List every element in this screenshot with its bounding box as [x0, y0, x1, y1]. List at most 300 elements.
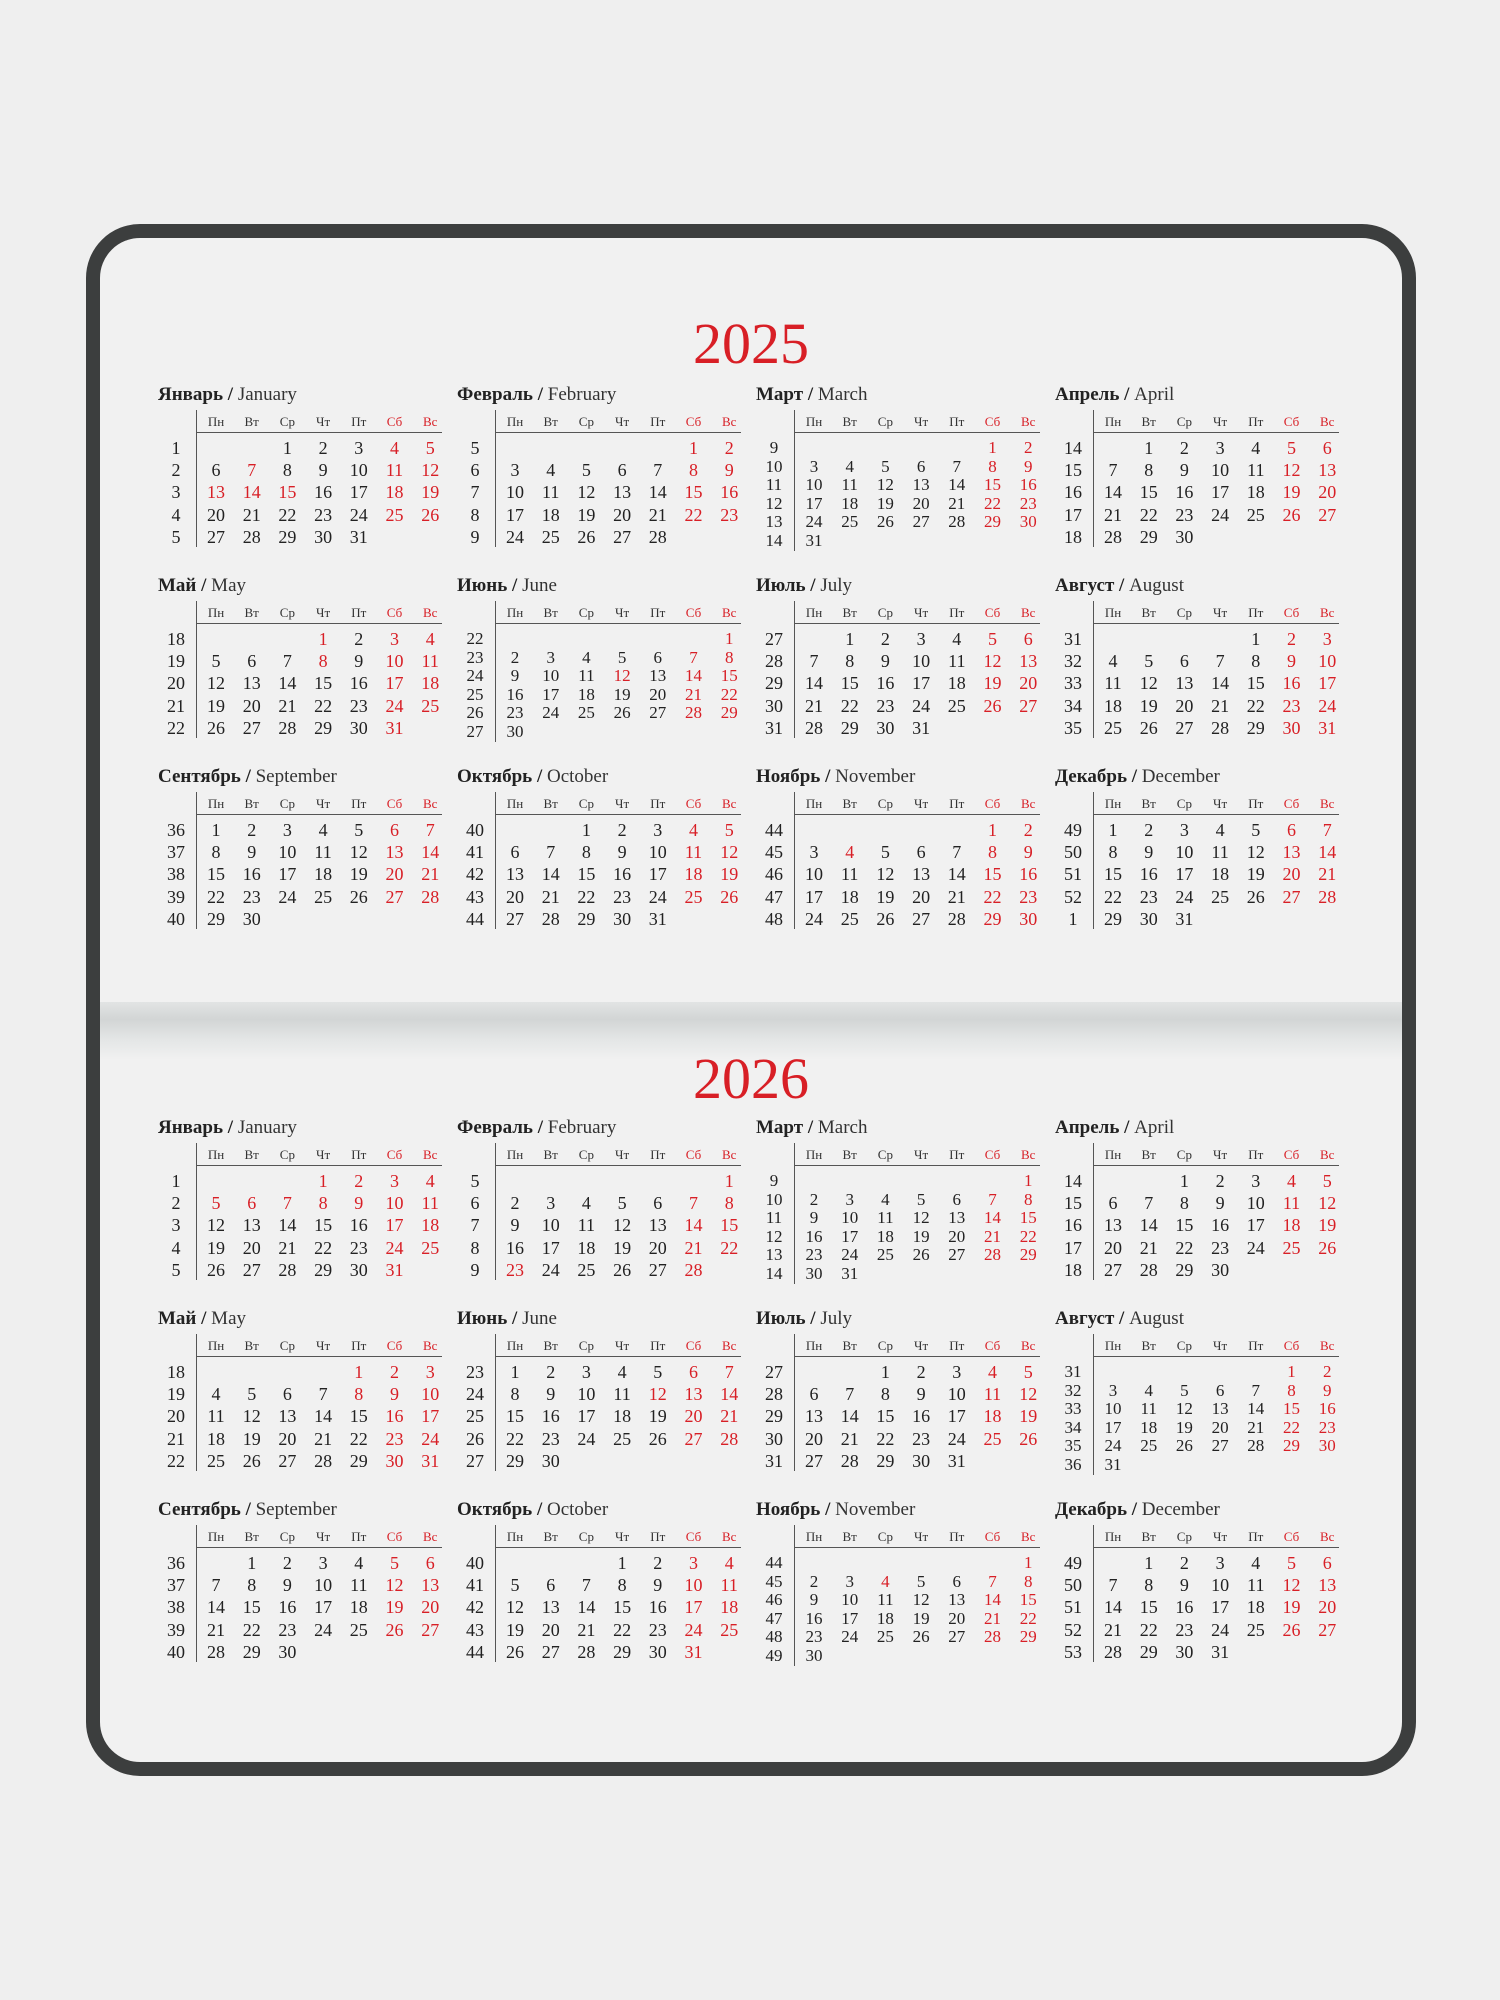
holiday-day: 6 — [1023, 629, 1033, 649]
calendar-day: 5 — [653, 1362, 663, 1382]
calendar-day: 27 — [1175, 717, 1194, 738]
holiday-day: 13 — [1318, 1575, 1337, 1596]
holiday-day: 4 — [845, 842, 855, 863]
holiday-day: 12 — [613, 666, 631, 685]
week-number: 44 — [765, 1553, 783, 1572]
weekday-rule — [196, 1547, 442, 1548]
week-number: 9 — [769, 1171, 779, 1190]
weekday-header: Чт — [316, 1147, 331, 1162]
week-number-rule — [495, 1334, 496, 1471]
calendar-day: 2 — [617, 820, 627, 840]
month-name-en: November — [835, 1499, 916, 1520]
calendar-day: 7 — [952, 456, 962, 476]
holiday-day: 11 — [720, 1575, 738, 1596]
month-title — [1055, 1308, 1184, 1330]
holiday-day: 2 — [354, 1171, 364, 1191]
week-number: 50 — [1064, 842, 1082, 863]
month-name-en: December — [1141, 1499, 1220, 1520]
weekday-header: Пн — [1104, 1147, 1122, 1162]
weekday-header: Пн — [506, 605, 524, 620]
calendar-day: 21 — [948, 493, 966, 513]
calendar-day: 10 — [542, 666, 560, 685]
weekday-header: Сб — [386, 605, 403, 620]
month-name-en: August — [1129, 1308, 1184, 1329]
holiday-day: 3 — [1322, 629, 1332, 649]
holiday-day: 2 — [390, 1362, 399, 1382]
weekday-header: Сб — [685, 1529, 702, 1544]
holiday-day: 26 — [720, 886, 739, 907]
week-number: 5 — [470, 438, 480, 458]
holiday-day: 19 — [1282, 1597, 1301, 1618]
weekday-header: Ср — [877, 605, 893, 620]
calendar-day: 22 — [1139, 504, 1158, 525]
calendar-day: 16 — [278, 1597, 297, 1618]
week-number: 36 — [167, 820, 185, 840]
month-name-en: February — [547, 384, 617, 405]
calendar-day: 17 — [1211, 482, 1230, 503]
calendar-day: 15 — [876, 1406, 895, 1427]
weekday-header: Ср — [877, 414, 893, 429]
weekday-header: Ср — [578, 1338, 594, 1353]
holiday-day: 5 — [1287, 1553, 1296, 1573]
calendar-day: 14 — [1139, 1215, 1158, 1236]
weekday-header: Пт — [1248, 796, 1264, 811]
calendar-day: 25 — [207, 1450, 225, 1471]
calendar-day: 9 — [510, 666, 520, 685]
month-name-ru: Апрель — [1055, 384, 1120, 405]
weekday-header: Сб — [984, 1147, 1001, 1162]
calendar-day: 20 — [1211, 1417, 1229, 1437]
month-name-en: July — [820, 1308, 853, 1329]
calendar-day: 24 — [541, 1259, 560, 1280]
calendar-day: 19 — [1175, 1417, 1193, 1437]
weekday-header: Пт — [949, 605, 965, 620]
calendar-day: 21 — [242, 504, 261, 525]
holiday-day: 19 — [421, 482, 440, 503]
calendar-day: 14 — [948, 475, 966, 494]
holiday-day: 2 — [724, 438, 734, 458]
month-name-separator: / — [805, 575, 821, 596]
weekday-header: Чт — [316, 414, 331, 429]
month-name-separator: / — [532, 766, 547, 787]
calendar-day: 30 — [242, 908, 261, 929]
week-number: 21 — [167, 695, 185, 716]
holiday-day: 1 — [724, 1171, 734, 1191]
holiday-day: 5 — [1322, 1171, 1332, 1191]
calendar-day: 2 — [354, 629, 364, 649]
weekday-header: Пн — [1104, 1338, 1122, 1353]
week-number: 20 — [167, 673, 185, 694]
weekday-rule — [1093, 1165, 1339, 1166]
week-number: 12 — [765, 1226, 783, 1246]
calendar-day: 8 — [1144, 1575, 1154, 1596]
weekday-header: Пт — [351, 414, 367, 429]
weekday-header: Сб — [386, 1338, 403, 1353]
holiday-day: 19 — [720, 864, 739, 885]
calendar-day: 27 — [506, 908, 524, 929]
calendar-day: 8 — [1179, 1193, 1189, 1214]
month-name-en: October — [546, 766, 609, 787]
calendar-day: 8 — [1144, 460, 1154, 481]
week-number: 35 — [1064, 717, 1082, 738]
calendar-day: 4 — [582, 647, 591, 667]
week-number: 4 — [171, 1237, 181, 1258]
calendar-day: 2 — [1179, 438, 1189, 458]
calendar-day: 8 — [1251, 651, 1261, 672]
calendar-day: 17 — [841, 1226, 859, 1246]
holiday-day: 25 — [385, 504, 404, 525]
week-number: 20 — [167, 1406, 185, 1427]
calendar-day: 11 — [577, 1215, 596, 1236]
calendar-day: 14 — [314, 1406, 333, 1427]
weekday-header: Чт — [914, 796, 929, 811]
weekday-rule — [495, 623, 741, 624]
calendar-day: 20 — [948, 1608, 966, 1628]
calendar-day: 12 — [506, 1597, 524, 1618]
month-name-en: April — [1134, 384, 1175, 405]
calendar-day: 25 — [947, 695, 966, 716]
week-number: 39 — [167, 886, 185, 907]
calendar-day: 25 — [1140, 1436, 1158, 1455]
holiday-day: 15 — [720, 1215, 739, 1236]
weekday-header: Вт — [1141, 605, 1156, 620]
calendar-day: 12 — [577, 482, 596, 503]
weekday-header: Ср — [1176, 414, 1192, 429]
month-name-en: August — [1129, 575, 1184, 596]
calendar-day: 19 — [506, 1619, 524, 1640]
weekday-header: Вт — [842, 1338, 857, 1353]
calendar-day: 2 — [809, 1189, 819, 1209]
calendar-day: 4 — [318, 820, 328, 840]
month-name-ru: Февраль — [457, 384, 533, 405]
page-year-2 — [100, 1012, 1402, 1776]
calendar-day: 24 — [648, 886, 667, 907]
holiday-day: 25 — [720, 1619, 739, 1640]
holiday-day: 28 — [1318, 886, 1337, 907]
calendar-day: 13 — [242, 1215, 261, 1236]
holiday-day: 11 — [385, 460, 404, 481]
calendar-day: 22 — [876, 1428, 895, 1449]
holiday-day: 30 — [1019, 512, 1037, 531]
week-number: 16 — [1064, 1215, 1082, 1236]
calendar-day: 23 — [912, 1428, 931, 1449]
week-number: 42 — [466, 864, 484, 885]
calendar-day: 22 — [840, 695, 859, 716]
calendar-day: 3 — [1215, 1553, 1225, 1573]
calendar-day: 6 — [653, 647, 663, 667]
holiday-day: 19 — [983, 673, 1002, 694]
calendar-day: 9 — [617, 842, 627, 863]
weekday-header: Пн — [805, 605, 823, 620]
calendar-day: 2 — [247, 820, 257, 840]
month-november — [756, 766, 1056, 946]
holiday-day: 20 — [1318, 482, 1337, 503]
calendar-day: 11 — [207, 1406, 225, 1427]
calendar-day: 9 — [510, 1215, 520, 1236]
calendar-day: 22 — [314, 695, 333, 716]
weekday-rule — [196, 623, 442, 624]
calendar-day: 27 — [242, 1259, 261, 1280]
weekday-rule — [495, 1356, 741, 1357]
week-number: 24 — [466, 666, 484, 685]
week-number: 9 — [470, 1259, 480, 1280]
weekday-header: Чт — [1213, 1529, 1228, 1544]
weekday-header: Ср — [279, 1529, 295, 1544]
calendar-day: 8 — [845, 651, 855, 672]
calendar-day: 23 — [349, 695, 368, 716]
week-number: 3 — [171, 1215, 181, 1236]
calendar-day: 26 — [876, 512, 894, 531]
calendar-day: 8 — [247, 1575, 257, 1596]
holiday-day: 8 — [988, 456, 997, 476]
weekday-header: Сб — [1283, 1338, 1300, 1353]
calendar-day: 19 — [613, 1237, 632, 1258]
calendar-day: 5 — [617, 647, 627, 667]
weekday-header: Сб — [984, 1529, 1001, 1544]
calendar-day: 3 — [581, 1362, 591, 1382]
holiday-day: 21 — [421, 864, 440, 885]
weekday-header: Чт — [914, 1338, 929, 1353]
weekday-header: Вт — [244, 1147, 259, 1162]
weekday-header: Ср — [279, 605, 295, 620]
calendar-day: 10 — [1211, 460, 1230, 481]
holiday-day: 7 — [689, 647, 698, 667]
holiday-day: 12 — [1282, 1575, 1301, 1596]
holiday-day: 14 — [242, 482, 261, 503]
calendar-day: 25 — [314, 886, 333, 907]
calendar-day: 15 — [349, 1406, 368, 1427]
month-august — [1055, 575, 1355, 755]
calendar-day: 20 — [649, 684, 667, 704]
calendar-day: 6 — [952, 1571, 962, 1591]
week-number-rule — [1093, 1143, 1094, 1280]
week-number: 22 — [167, 717, 185, 738]
calendar-day: 20 — [912, 493, 930, 513]
week-number: 14 — [765, 1263, 783, 1283]
weekday-header: Пт — [650, 1338, 666, 1353]
week-number: 52 — [1064, 886, 1082, 907]
weekday-header: Чт — [1213, 796, 1228, 811]
month-name-ru: Январь — [158, 1117, 224, 1138]
week-number: 44 — [466, 1641, 484, 1662]
month-title — [1055, 384, 1174, 406]
calendar-day: 13 — [912, 475, 930, 494]
weekday-header: Вс — [721, 796, 737, 811]
calendar-day: 7 — [1251, 1380, 1261, 1400]
calendar-day: 16 — [1211, 1215, 1230, 1236]
month-name-ru: Ноябрь — [756, 766, 821, 787]
calendar-day: 10 — [648, 842, 667, 863]
calendar-day: 1 — [845, 629, 855, 649]
weekday-header: Пн — [1104, 1529, 1122, 1544]
calendar-day: 15 — [314, 673, 333, 694]
holiday-day: 5 — [1287, 438, 1296, 458]
week-number: 44 — [765, 820, 783, 840]
holiday-day: 29 — [1019, 1627, 1037, 1646]
calendar-day: 30 — [648, 1641, 667, 1662]
calendar-day: 14 — [1104, 1597, 1122, 1618]
calendar-day: 27 — [1104, 1259, 1122, 1280]
holiday-day: 20 — [385, 864, 404, 885]
week-number: 23 — [466, 1362, 484, 1382]
calendar-day: 12 — [613, 1215, 632, 1236]
holiday-day: 8 — [1287, 1380, 1296, 1400]
week-number: 27 — [765, 1362, 783, 1382]
month-title — [1055, 1499, 1220, 1521]
weekday-header: Чт — [615, 605, 630, 620]
holiday-day: 22 — [984, 493, 1001, 513]
calendar-day: 3 — [510, 460, 520, 481]
holiday-day: 7 — [988, 1189, 997, 1209]
weekday-header: Сб — [984, 796, 1001, 811]
holiday-day: 15 — [278, 482, 297, 503]
week-number: 22 — [466, 629, 484, 648]
holiday-day: 14 — [1318, 842, 1337, 863]
weekday-header: Вс — [1020, 1147, 1036, 1162]
calendar-day: 28 — [1139, 1259, 1158, 1280]
month-name-ru: Май — [158, 1308, 197, 1329]
calendar-day: 10 — [577, 1384, 596, 1405]
calendar-day: 30 — [912, 1450, 931, 1471]
holiday-day: 24 — [421, 1428, 440, 1449]
holiday-day: 29 — [1019, 1245, 1037, 1264]
calendar-day: 20 — [613, 504, 632, 525]
holiday-day: 20 — [684, 1406, 703, 1427]
week-number: 15 — [1064, 1193, 1082, 1214]
holiday-day: 13 — [684, 1384, 703, 1405]
calendar-day: 31 — [1104, 1454, 1122, 1474]
holiday-day: 10 — [385, 1193, 404, 1214]
week-number: 45 — [765, 842, 783, 863]
month-april — [1055, 384, 1355, 564]
weekday-header: Чт — [914, 1529, 929, 1544]
month-name-separator: / — [820, 766, 836, 787]
weekday-header: Сб — [984, 1338, 1001, 1353]
calendar-day: 10 — [912, 651, 931, 672]
month-november — [756, 1499, 1056, 1679]
holiday-day: 24 — [385, 695, 404, 716]
calendar-day: 21 — [1104, 1619, 1122, 1640]
month-name-en: September — [255, 766, 337, 787]
holiday-day: 15 — [1019, 1590, 1037, 1609]
calendar-day: 18 — [947, 673, 966, 694]
week-number: 29 — [765, 1406, 783, 1427]
holiday-day: 6 — [425, 1553, 435, 1573]
weekday-header: Чт — [914, 605, 929, 620]
month-july — [756, 575, 1056, 755]
calendar-day: 6 — [916, 456, 926, 476]
calendar-day: 26 — [207, 717, 225, 738]
calendar-day: 20 — [948, 1226, 966, 1246]
holiday-day: 26 — [385, 1619, 404, 1640]
calendar-day: 10 — [314, 1575, 333, 1596]
holiday-day: 4 — [988, 1362, 997, 1382]
week-number: 3 — [171, 482, 181, 503]
calendar-day: 29 — [840, 717, 859, 738]
week-number: 36 — [1064, 1454, 1082, 1474]
month-name-separator: / — [240, 766, 256, 787]
calendar-day: 23 — [541, 1428, 560, 1449]
calendar-day: 19 — [912, 1226, 930, 1246]
calendar-day: 10 — [805, 475, 823, 494]
week-number: 14 — [1064, 1171, 1082, 1191]
calendar-day: 1 — [510, 1362, 520, 1382]
holiday-day: 7 — [689, 1193, 698, 1214]
calendar-day: 13 — [278, 1406, 297, 1427]
weekday-rule — [794, 432, 1040, 433]
calendar-day: 14 — [648, 482, 667, 503]
month-name-separator: / — [820, 1499, 836, 1520]
holiday-day: 27 — [1019, 695, 1038, 716]
calendar-day: 4 — [1251, 438, 1261, 458]
weekday-header: Сб — [685, 796, 702, 811]
calendar-day: 11 — [542, 482, 560, 503]
week-number: 53 — [1064, 1641, 1082, 1662]
week-number: 7 — [470, 1215, 480, 1236]
holiday-day: 22 — [1019, 1608, 1037, 1628]
week-number: 40 — [167, 1641, 185, 1662]
calendar-day: 2 — [510, 1193, 520, 1214]
month-title — [756, 1117, 867, 1139]
holiday-day: 17 — [385, 1215, 404, 1236]
calendar-day: 25 — [1211, 886, 1230, 907]
holiday-day: 15 — [1283, 1399, 1300, 1418]
week-number: 4 — [171, 504, 181, 525]
weekday-header: Пт — [949, 1147, 965, 1162]
calendar-day: 31 — [1211, 1641, 1230, 1662]
week-number: 26 — [466, 1428, 484, 1449]
month-title — [457, 1308, 557, 1330]
week-number-rule — [794, 1334, 795, 1471]
weekday-header: Ср — [877, 1338, 893, 1353]
holiday-day: 11 — [421, 651, 439, 672]
weekday-header: Вс — [422, 605, 438, 620]
calendar-day: 9 — [809, 1208, 819, 1227]
weekday-header: Пт — [1248, 1338, 1264, 1353]
calendar-day: 9 — [318, 460, 328, 481]
holiday-day: 16 — [1019, 864, 1038, 885]
calendar-day: 21 — [541, 886, 560, 907]
holiday-day: 9 — [354, 1193, 364, 1214]
weekday-header: Пн — [506, 1529, 524, 1544]
calendar-day: 19 — [876, 886, 895, 907]
calendar-day: 10 — [947, 1384, 966, 1405]
calendar-day: 3 — [282, 820, 292, 840]
calendar-day: 24 — [947, 1428, 966, 1449]
holiday-day: 26 — [421, 504, 440, 525]
month-name-en: October — [546, 1499, 609, 1520]
holiday-day: 23 — [385, 1428, 404, 1449]
week-number: 32 — [1064, 651, 1082, 672]
month-name-separator: / — [803, 384, 818, 405]
calendar-day: 6 — [952, 1189, 962, 1209]
calendar-day: 11 — [1140, 1399, 1157, 1418]
week-number: 48 — [765, 908, 783, 929]
weekday-header: Пн — [506, 1338, 524, 1353]
month-july — [756, 1308, 1056, 1488]
calendar-day: 21 — [278, 695, 297, 716]
holiday-day: 20 — [1318, 1597, 1337, 1618]
holiday-day: 9 — [1322, 1380, 1332, 1400]
calendar-day: 24 — [278, 886, 297, 907]
calendar-day: 18 — [577, 684, 595, 704]
calendar-day: 11 — [877, 1590, 894, 1609]
holiday-day: 23 — [1019, 493, 1037, 513]
calendar-day: 15 — [207, 864, 225, 885]
week-number-rule — [495, 410, 496, 547]
week-number-rule — [794, 601, 795, 738]
weekday-header: Вт — [543, 796, 558, 811]
